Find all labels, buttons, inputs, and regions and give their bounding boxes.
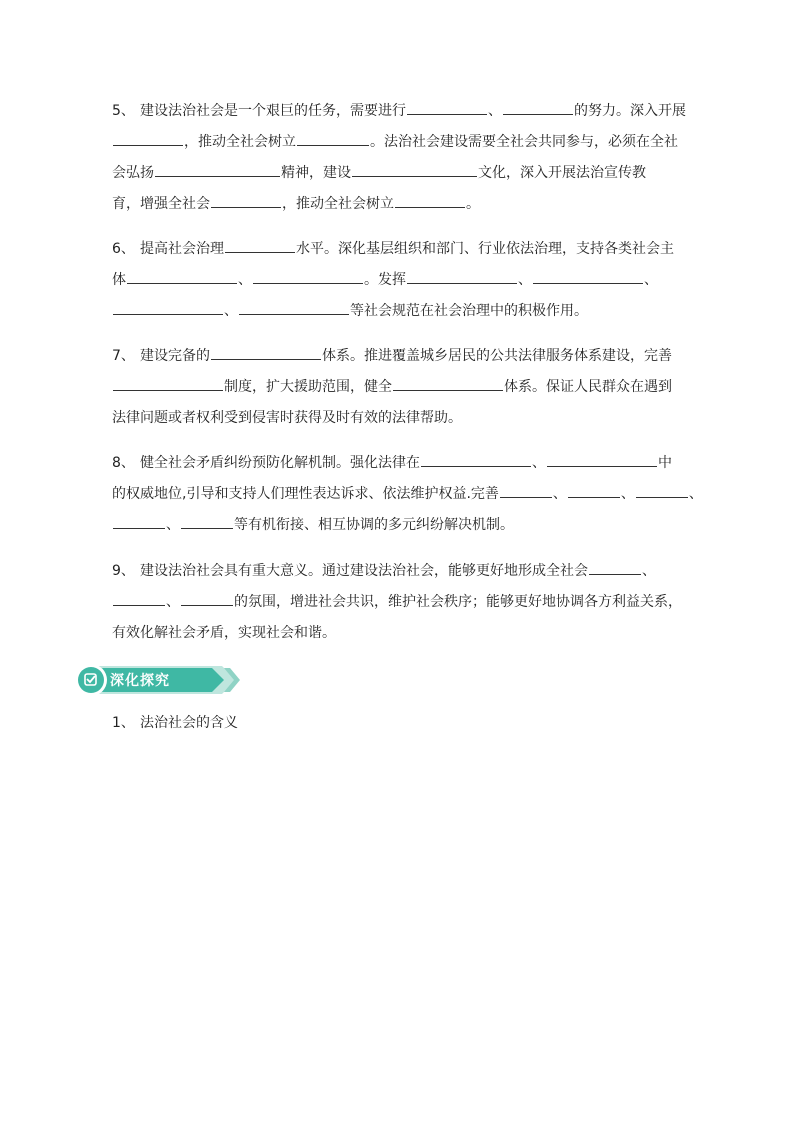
question-5: 5、 建设法治社会是一个艰巨的任务，需要进行 、 的努力。深入开展 ，推动全社会树立 。法治社会建设需要全社会共同参与，必须在全社 会弘扬 精神，建设 文化，深入开展法治宣传教 育，增强全社会 ，推动全社会树立 。	[112, 96, 687, 220]
fill-blank[interactable]	[407, 268, 517, 284]
question-number: 8、	[112, 455, 135, 471]
fill-blank[interactable]	[636, 482, 688, 498]
fill-blank[interactable]	[211, 344, 321, 360]
fill-blank[interactable]	[297, 130, 369, 146]
fill-blank[interactable]	[113, 130, 183, 146]
question-number: 7、	[112, 348, 135, 364]
question-6: 6、 提高社会治理 水平。深化基层组织和部门、行业依法治理，支持各类社会主 体 、 。发挥 、 、 、 等社会规范在社会治理中的积极作用。	[112, 234, 687, 327]
question-8: 8、 健全社会矛盾纠纷预防化解机制。强化法律在 、 中 的权威地位,引导和支持人们理性表达诉求、依法维护权益.完善 、 、 、 、 等有机衔接、相互协调的多元纠纷解决机制。	[112, 448, 687, 541]
section-title: 深化探究	[110, 673, 170, 689]
fill-blank[interactable]	[113, 299, 223, 315]
fill-blank[interactable]	[127, 268, 237, 284]
question-number: 1、	[112, 715, 135, 731]
question-number: 9、	[112, 563, 135, 579]
fill-blank[interactable]	[421, 451, 531, 467]
section-header	[74, 662, 244, 698]
sub-question-text: 法治社会的含义	[140, 715, 238, 731]
fill-blank[interactable]	[211, 192, 281, 208]
fill-blank[interactable]	[352, 161, 477, 177]
fill-blank[interactable]	[181, 590, 233, 606]
fill-blank[interactable]	[155, 161, 280, 177]
fill-blank[interactable]	[113, 375, 223, 391]
fill-blank[interactable]	[533, 268, 643, 284]
fill-blank[interactable]	[393, 375, 503, 391]
question-number: 5、	[112, 103, 135, 119]
fill-blank[interactable]	[225, 237, 295, 253]
fill-blank[interactable]	[589, 559, 641, 575]
fill-blank[interactable]	[500, 482, 552, 498]
fill-blank[interactable]	[239, 299, 349, 315]
fill-blank[interactable]	[395, 192, 465, 208]
question-9: 9、 建设法治社会具有重大意义。通过建设法治社会，能够更好地形成全社会 、 、 的氛围，增进社会共识，维护社会秩序；能够更好地协调各方利益关系， 有效化解社会矛盾，实现社会和谐。	[112, 556, 687, 649]
question-7: 7、 建设完备的 体系。推进覆盖城乡居民的公共法律服务体系建设，完善 制度，扩大援助范围，健全 体系。保证人民群众在遇到 法律问题或者权利受到侵害时获得及时有效的法律帮助。	[112, 341, 687, 434]
fill-blank[interactable]	[113, 590, 165, 606]
fill-blank[interactable]	[253, 268, 363, 284]
fill-blank[interactable]	[407, 99, 487, 115]
question-number: 6、	[112, 241, 135, 257]
sub-question-1	[112, 708, 238, 739]
fill-blank[interactable]	[181, 513, 233, 529]
fill-blank[interactable]	[113, 513, 165, 529]
fill-blank[interactable]	[568, 482, 620, 498]
fill-blank[interactable]	[503, 99, 573, 115]
fill-blank[interactable]	[547, 451, 657, 467]
